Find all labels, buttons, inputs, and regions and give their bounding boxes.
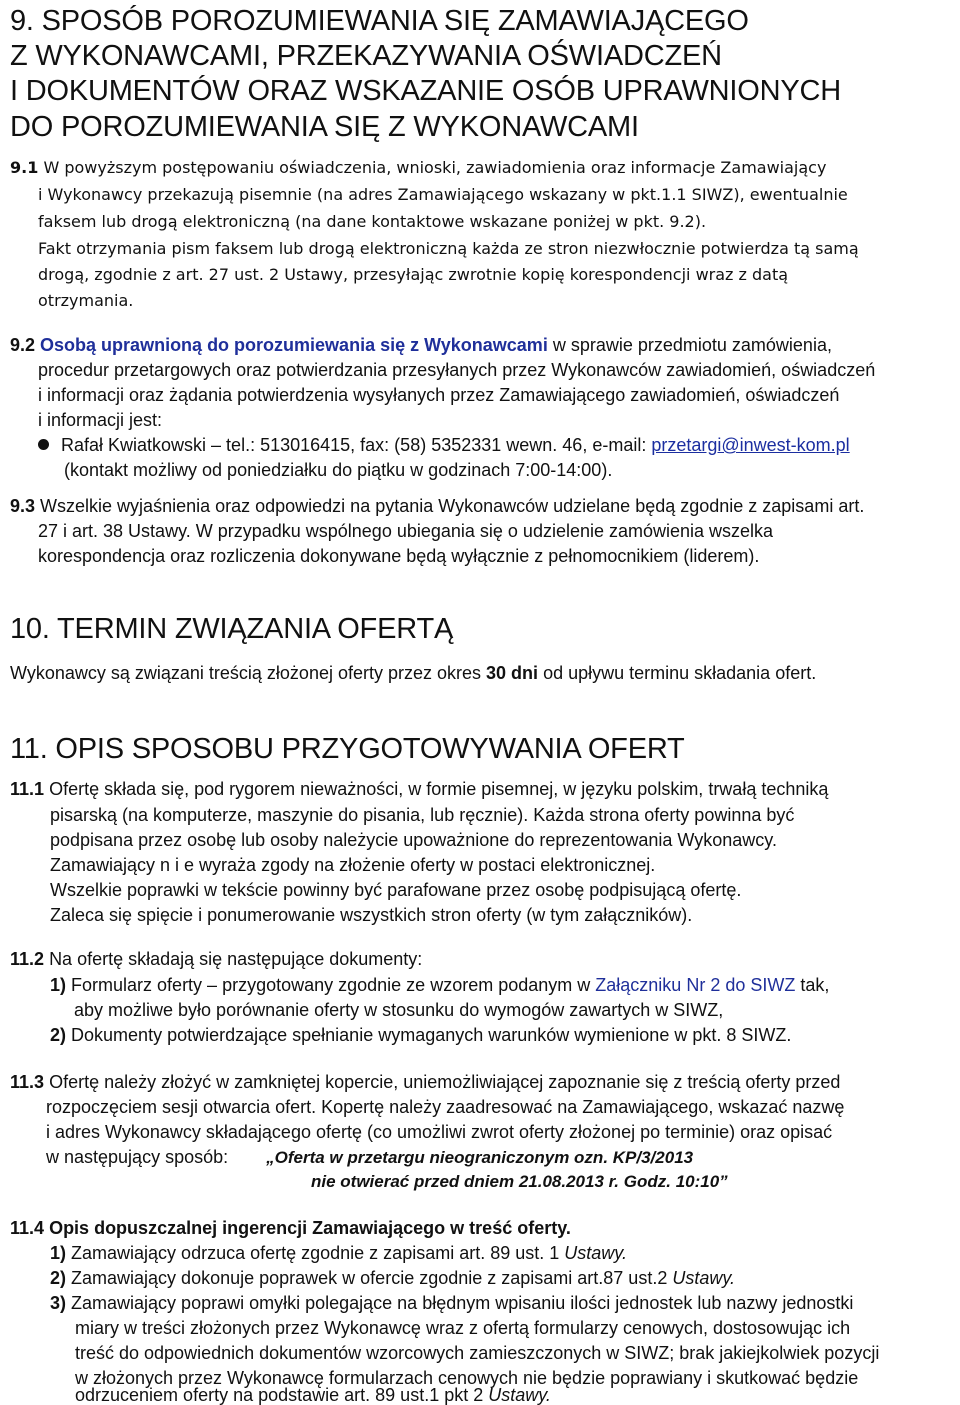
item-number: 2) [50, 1025, 67, 1045]
item-text-italic: Ustawy. [564, 1243, 627, 1263]
item-text: Zamawiający dokonuje poprawek w ofercie zgodnie z zapisami art.87 ust.2 [71, 1268, 668, 1288]
section-10-title: 10. TERMIN ZWIĄZANIA OFERTĄ [10, 613, 454, 645]
paragraph-9-1-line-4: Fakt otrzymania pism faksem lub drogą elektroniczną każda ze stron niezwłocznie potwierdza tą samą [38, 239, 859, 258]
paragraph-text: W powyższym postępowaniu oświadczenia, wnioski, zawiadomienia oraz informacje Zamawiający [43, 158, 827, 177]
section-11-title: 11. OPIS SPOSOBU PRZYGOTOWYWANIA OFERT [10, 733, 685, 765]
item-text: Formularz oferty – przygotowany zgodnie ze wzorem podanym w [71, 975, 591, 995]
paragraph-number: 11.3 [10, 1072, 45, 1092]
item-text: Zamawiający poprawi omyłki polegające na błędnym wpisaniu ilości jednostek lub nazwy jednostki [71, 1293, 854, 1313]
bullet-icon [38, 439, 49, 450]
paragraph-11-2-intro [10, 950, 422, 968]
paragraph-9-3-line-1 [10, 497, 864, 515]
paragraph-9-1-line-3: faksem lub drogą elektroniczną (na dane kontaktowe wskazane poniżej w pkt. 9.2). [38, 212, 707, 231]
envelope-label-line-1: „Oferta w przetargu nieograniczonym ozn. KP/3/2013 [266, 1148, 694, 1167]
paragraph-9-2-line-3: i informacji oraz żądania potwierdzenia wysyłanych przez Zamawiającego zawiadomień, oświadczeń [38, 385, 840, 405]
binding-text-end: od upływu terminu składania ofert. [543, 663, 817, 683]
binding-period: 30 dni [486, 663, 539, 683]
paragraph-11-1-line-4: Zamawiający n i e wyraża zgody na złożenie oferty w postaci elektronicznej. [50, 855, 656, 875]
paragraph-9-1-line-2: i Wykonawcy przekazują pisemnie (na adres Zamawiającego wskazany w pkt.1.1 SIWZ), ewentualnie [38, 185, 848, 204]
document-item-1-line-2: aby możliwe było porównanie oferty w stosunku do wymogów zawartych w SIWZ, [74, 1000, 724, 1020]
item-number: 1) [50, 1243, 67, 1263]
paragraph-11-1-line-6: Zaleca się spięcie i ponumerowanie wszystkich stron oferty (w tym załączników). [50, 905, 693, 925]
item-text-end: tak, [800, 975, 830, 995]
paragraph-9-1-line-6: otrzymania. [38, 291, 134, 310]
paragraph-11-3-line-3: i adres Wykonawcy składającego ofertę (co umożliwi zwrot oferty złożonej po terminie) oraz opisać [46, 1122, 833, 1142]
contact-line [38, 436, 850, 454]
paragraph-9-3-line-3: korespondencja oraz rozliczenia dokonywane będą wyłącznie z pełnomocnikiem (liderem). [38, 546, 760, 566]
contact-email-link[interactable]: przetargi@inwest-kom.pl [651, 435, 850, 455]
section-10-text [10, 664, 816, 682]
paragraph-number: 9.3 [10, 496, 36, 516]
contact-text: Rafał Kwiatkowski – tel.: 513016415, fax: (58) 5352331 wewn. 46, e-mail: [61, 435, 647, 455]
paragraph-9-2-line-2: procedur przetargowych oraz potwierdzania przesyłanych przez Wykonawców zawiadomień, oświadczeń [38, 360, 876, 380]
paragraph-text: Ofertę należy złożyć w zamkniętej kopercie, uniemożliwiającej zapoznanie się z treścią oferty przed [49, 1072, 841, 1092]
item-number: 2) [50, 1268, 67, 1288]
envelope-label-line-2: nie otwierać przed dniem 21.08.2013 r. Godz. 10:10” [311, 1172, 728, 1191]
item-text-italic: Ustawy. [488, 1385, 551, 1405]
paragraph-9-1-line-5: drogą, zgodnie z art. 27 ust. 2 Ustawy, przesyłając zwrotnie kopię korespondencji wraz z datą [38, 265, 789, 284]
paragraph-11-1-line-3: podpisana przez osobę lub osoby należycie upoważnione do reprezentowania Wykonawcy. [50, 830, 777, 850]
paragraph-11-3-line-2: rozpoczęciem sesji otwarcia ofert. Kopertę należy zaadresować na Zamawiającego, wskazać nazwę [46, 1097, 845, 1117]
paragraph-9-1-line-1 [10, 160, 826, 176]
paragraph-number: 9.2 [10, 335, 36, 355]
intervention-item-2 [50, 1269, 735, 1287]
item-text: Dokumenty potwierdzające spełnianie wymaganych warunków wymienione w pkt. 8 SIWZ. [71, 1025, 792, 1045]
paragraph-number: 11.2 [10, 949, 45, 969]
paragraph-text: w następujący sposób: [46, 1147, 229, 1167]
section-9-title-line-2: Z WYKONAWCAMI, PRZEKAZYWANIA OŚWIADCZEŃ [10, 40, 722, 72]
paragraph-11-1-line-5: Wszelkie poprawki w tekście powinny być parafowane przez osobę podpisującą ofertę. [50, 880, 742, 900]
authorized-person-heading: Osobą uprawnioną do porozumiewania się z Wykonawcami [40, 335, 548, 355]
intervention-item-1 [50, 1244, 627, 1262]
paragraph-11-4-title [10, 1219, 571, 1237]
item-number: 1) [50, 975, 67, 995]
paragraph-number: 11.4 [10, 1218, 45, 1238]
paragraph-11-3-line-1 [10, 1073, 840, 1091]
binding-text: Wykonawcy są związani treścią złożonej oferty przez okres [10, 663, 482, 683]
section-9-title-line-3: I DOKUMENTÓW ORAZ WSKAZANIE OSÓB UPRAWNIONYCH [10, 75, 841, 107]
paragraph-number: 11.1 [10, 779, 45, 799]
paragraph-text: w sprawie przedmiotu zamówienia, [552, 335, 832, 355]
item-number: 3) [50, 1293, 67, 1313]
paragraph-11-3-line-4 [46, 1148, 693, 1166]
contact-hours: (kontakt możliwy od poniedziałku do piątku w godzinach 7:00-14:00). [64, 460, 613, 480]
item-text: Zamawiający odrzuca ofertę zgodnie z zapisami art. 89 ust. 1 [71, 1243, 560, 1263]
paragraph-text: Ofertę składa się, pod rygorem nieważności, w formie pisemnej, w języku polskim, trwałą techniką [49, 779, 829, 799]
paragraph-text: Na ofertę składają się następujące dokumenty: [49, 949, 423, 969]
attachment-reference: Załączniku Nr 2 do SIWZ [595, 975, 796, 995]
item-text-italic: Ustawy. [672, 1268, 736, 1288]
intervention-item-3-line-3: treść do odpowiednich dokumentów wzorcowych zamieszczonych w SIWZ; brak jakiejkolwiek pozycji [75, 1343, 880, 1363]
paragraph-number: 9.1 [10, 158, 39, 177]
section-9-title-line-4: DO POROZUMIEWANIA SIĘ Z WYKONAWCAMI [10, 111, 639, 143]
paragraph-11-1-line-1 [10, 780, 828, 798]
document-item-1 [50, 976, 829, 994]
intervention-item-3-line-4: w złożonych przez Wykonawcę formularzach cenowych nie będzie poprawiany i skutkować będzie [75, 1368, 859, 1388]
item-text: odrzuceniem oferty na podstawie art. 89 ust.1 pkt 2 [75, 1385, 484, 1405]
paragraph-heading: Opis dopuszczalnej ingerencji Zamawiającego w treść oferty. [49, 1218, 571, 1238]
paragraph-9-3-line-2: 27 i art. 38 Ustawy. W przypadku wspólnego ubiegania się o udzielenie zamówienia wszelka [38, 521, 774, 541]
intervention-item-3-line-2: miary w treści złożonych przez Wykonawcę wraz z ofertą formularzy cenowych, dostosowując ich [75, 1318, 851, 1338]
paragraph-text: Wszelkie wyjaśnienia oraz odpowiedzi na pytania Wykonawców udzielane będą zgodnie z zapisami art. [40, 496, 865, 516]
intervention-item-3-line-5 [75, 1386, 551, 1404]
document-item-2 [50, 1026, 791, 1044]
section-9-title-line-1: 9. SPOSÓB POROZUMIEWANIA SIĘ ZAMAWIAJĄCEGO [10, 5, 749, 37]
paragraph-9-2-line-4: i informacji jest: [38, 410, 163, 430]
paragraph-9-2-line-1 [10, 336, 832, 354]
paragraph-11-1-line-2: pisarską (na komputerze, maszynie do pisania, lub ręcznie). Każda strona oferty powinna być [50, 805, 795, 825]
intervention-item-3-line-1 [50, 1294, 853, 1312]
